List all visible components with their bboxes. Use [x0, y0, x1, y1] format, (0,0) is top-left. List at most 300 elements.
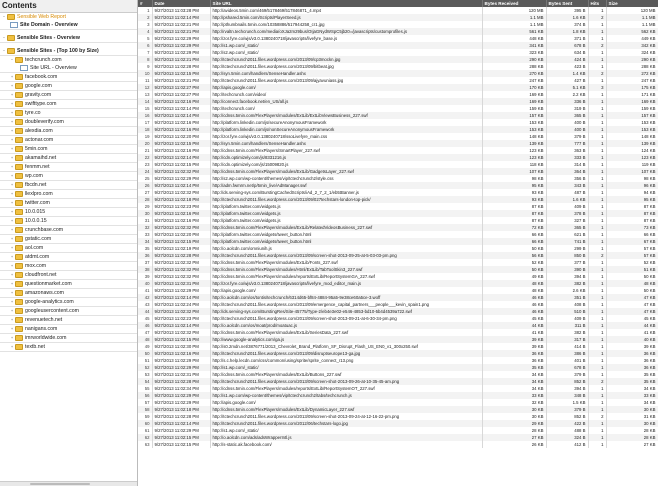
table-row[interactable]: [138, 245, 658, 252]
expand-icon[interactable]: +: [10, 326, 14, 331]
row-site-url: http://cdnss.5min.com/FlexPlayers/SmartPlayer_227.swf: [210, 147, 482, 154]
row-index: 36: [138, 252, 152, 259]
expand-icon[interactable]: +: [10, 281, 14, 286]
row-site-url: http://s1.wp.com/_static/: [210, 364, 482, 371]
row-bytes-received: 29 KB: [482, 420, 546, 427]
table-row[interactable]: [138, 21, 658, 28]
row-bytes-received: 123 KB: [482, 147, 546, 154]
table-row[interactable]: [138, 378, 658, 385]
row-hits: 1: [588, 7, 606, 14]
expand-icon[interactable]: +: [10, 128, 14, 133]
tree-item-overview[interactable]: [0, 21, 137, 30]
table-row[interactable]: [138, 63, 658, 70]
tree-item-site[interactable]: [0, 199, 137, 208]
expand-icon[interactable]: +: [10, 308, 14, 313]
table-row[interactable]: [138, 266, 658, 273]
collapse-icon[interactable]: −: [2, 35, 6, 40]
table-row[interactable]: [138, 308, 658, 315]
expand-icon[interactable]: +: [10, 101, 14, 106]
site-list: [0, 73, 137, 352]
row-bytes-received: 120 MB: [482, 7, 546, 14]
table-row[interactable]: [138, 343, 658, 350]
table-row[interactable]: [138, 147, 658, 154]
row-hits: 1: [588, 147, 606, 154]
row-date: 9/27/2013 11:02:14 PM: [152, 294, 210, 301]
tree-item-site-label: questionmarket.com: [25, 281, 72, 287]
row-date: 9/27/2013 11:02:27 PM: [152, 91, 210, 98]
table-row[interactable]: [138, 133, 658, 140]
table-row[interactable]: [138, 14, 658, 21]
tree-item-site-label: llexlpro.com: [25, 191, 53, 197]
tree-item-site-label: tyre.co: [25, 110, 41, 116]
row-site-url: http://adm.fwmrm.net/p/5min_live/AdManager.swf: [210, 182, 482, 189]
row-size: 449 KB: [606, 35, 658, 42]
row-bytes-sent: 401 B: [546, 357, 588, 364]
table-row[interactable]: [138, 301, 658, 308]
table-row[interactable]: [138, 210, 658, 217]
tree-item-site[interactable]: [0, 271, 137, 280]
table-row[interactable]: [138, 217, 658, 224]
tree-item-site[interactable]: [0, 217, 137, 226]
expand-icon[interactable]: +: [10, 236, 14, 241]
row-hits: 1: [588, 133, 606, 140]
row-hits: 1: [588, 21, 606, 28]
table-row[interactable]: [138, 161, 658, 168]
table-row[interactable]: [138, 336, 658, 343]
table-row[interactable]: [138, 322, 658, 329]
collapse-icon[interactable]: −: [10, 57, 14, 62]
row-site-url: http://s2.wp.com/_static/: [210, 49, 482, 56]
expand-icon[interactable]: +: [10, 209, 14, 214]
expand-icon[interactable]: +: [10, 74, 14, 79]
col-hits-header[interactable]: Hits: [588, 0, 606, 7]
table-row[interactable]: [138, 196, 658, 203]
row-date: 9/27/2013 11:02:31 PM: [152, 280, 210, 287]
row-date: 9/27/2013 11:02:29 PM: [152, 427, 210, 434]
row-hits: 1: [588, 350, 606, 357]
row-bytes-received: 561 KB: [482, 28, 546, 35]
table-row[interactable]: [138, 77, 658, 84]
tree-item-site-expanded-label: techcrunch.com: [25, 57, 62, 63]
site-url-table: [138, 0, 658, 448]
row-bytes-sent: 487 B: [546, 189, 588, 196]
table-row[interactable]: [138, 98, 658, 105]
tree-item-site[interactable]: [0, 181, 137, 190]
table-row[interactable]: [138, 28, 658, 35]
row-bytes-sent: 1.6 KB: [546, 196, 588, 203]
row-bytes-sent: 333 B: [546, 154, 588, 161]
table-row[interactable]: [138, 182, 658, 189]
table-row[interactable]: [138, 168, 658, 175]
tree-item-site[interactable]: [0, 172, 137, 181]
expand-icon[interactable]: +: [10, 254, 14, 259]
row-size: 47 KB: [606, 294, 658, 301]
row-hits: 1: [588, 266, 606, 273]
folder-icon: [15, 290, 23, 296]
row-hits: 1: [588, 231, 606, 238]
collapse-icon[interactable]: −: [2, 48, 6, 53]
tree-item-site[interactable]: [0, 127, 137, 136]
row-index: 13: [138, 91, 152, 98]
row-bytes-received: 1.1 MB: [482, 14, 546, 21]
row-bytes-received: 39 KB: [482, 336, 546, 343]
expand-icon[interactable]: +: [10, 200, 14, 205]
tree-item-site[interactable]: [0, 208, 137, 217]
table-row[interactable]: [138, 126, 658, 133]
table-row[interactable]: [138, 42, 658, 49]
table-row[interactable]: [138, 231, 658, 238]
row-hits: 1: [588, 105, 606, 112]
row-date: 9/27/2013 11:02:14 PM: [152, 420, 210, 427]
expand-icon[interactable]: +: [10, 119, 14, 124]
tree-item-site[interactable]: [0, 154, 137, 163]
row-site-url: http://s1.wp.com/_static/: [210, 427, 482, 434]
tree-item-site-url-overview[interactable]: [0, 64, 137, 73]
expand-icon[interactable]: +: [10, 92, 14, 97]
row-bytes-sent: 351 B: [546, 294, 588, 301]
table-row[interactable]: [138, 119, 658, 126]
table-row[interactable]: [138, 406, 658, 413]
row-bytes-received: 170 KB: [482, 84, 546, 91]
tree-item-site[interactable]: [0, 244, 137, 253]
row-hits: 1: [588, 126, 606, 133]
tree-item-site-label: doubleverify.com: [25, 119, 64, 125]
tree-item-site[interactable]: [0, 163, 137, 172]
row-bytes-sent: 382 B: [546, 329, 588, 336]
row-site-url: http://cdn.optimizely.com/js/8331216.js: [210, 154, 482, 161]
row-size: 87 KB: [606, 217, 658, 224]
expand-icon[interactable]: +: [10, 146, 14, 151]
row-size: 66 KB: [606, 231, 658, 238]
row-bytes-received: 32 KB: [482, 399, 546, 406]
row-size: 139 KB: [606, 140, 658, 147]
row-bytes-sent: 424 B: [546, 56, 588, 63]
tree-item-site[interactable]: [0, 136, 137, 145]
tree-item-site[interactable]: [0, 91, 137, 100]
row-hits: 1: [588, 322, 606, 329]
row-size: 28 KB: [606, 427, 658, 434]
folder-icon: [15, 92, 23, 98]
row-site-url: http://tctechcrunch2011.files.wordpress.com/2013/09/screen-shot-2013-09-24-at-12-16-22-pm.png: [210, 413, 482, 420]
tree-item-site[interactable]: [0, 343, 137, 352]
expand-icon[interactable]: +: [10, 83, 14, 88]
table-row[interactable]: [138, 385, 658, 392]
row-bytes-sent: 852 B: [546, 413, 588, 420]
row-date: 9/27/2013 11:02:21 PM: [152, 56, 210, 63]
tree-item-site[interactable]: [0, 190, 137, 199]
tree-item-site[interactable]: [0, 226, 137, 235]
expand-icon[interactable]: +: [10, 191, 14, 196]
table-row[interactable]: [138, 140, 658, 147]
contents-tree: [0, 13, 137, 352]
folder-icon: [7, 35, 15, 41]
expand-icon[interactable]: +: [10, 164, 14, 169]
row-hits: 1: [588, 273, 606, 280]
row-size: 342 KB: [606, 42, 658, 49]
table-row[interactable]: [138, 252, 658, 259]
table-row[interactable]: [138, 49, 658, 56]
row-hits: 1: [588, 245, 606, 252]
row-index: 22: [138, 154, 152, 161]
row-hits: 1: [588, 140, 606, 147]
row-date: 9/27/2013 11:02:28 PM: [152, 413, 210, 420]
row-hits: 1: [588, 28, 606, 35]
col-site-url-header[interactable]: Site URL: [210, 0, 482, 7]
tree-item-site[interactable]: [0, 289, 137, 298]
folder-icon: [15, 263, 23, 269]
expand-icon[interactable]: +: [10, 173, 14, 178]
row-bytes-received: 30 KB: [482, 406, 546, 413]
row-size: 30 KB: [606, 420, 658, 427]
col-index-header[interactable]: #: [138, 0, 152, 7]
tree-item-site[interactable]: [0, 82, 137, 91]
tree-item-sites-overview[interactable]: [0, 34, 137, 43]
row-hits: 1: [588, 357, 606, 364]
row-hits: 1: [588, 301, 606, 308]
table-row[interactable]: [138, 112, 658, 119]
tree-item-site-label: mox.com: [25, 263, 47, 269]
table-row[interactable]: [138, 315, 658, 322]
table-row[interactable]: [138, 420, 658, 427]
row-site-url: http://ds.serving-sys.com/BurstingRes/Site-45775/Type-2/eb4e3e02-e546-4853-bd10-5b4d4539a722.swf: [210, 308, 482, 315]
row-index: 56: [138, 392, 152, 399]
row-date: 9/27/2013 11:02:21 PM: [152, 77, 210, 84]
table-row[interactable]: [138, 427, 658, 434]
row-bytes-received: 36 KB: [482, 357, 546, 364]
row-bytes-sent: 5.1 KB: [546, 84, 588, 91]
tree-item-site[interactable]: [0, 109, 137, 118]
table-row[interactable]: [138, 189, 658, 196]
expand-icon[interactable]: +: [10, 290, 14, 295]
row-hits: 1: [588, 98, 606, 105]
tree-item-site[interactable]: [0, 316, 137, 325]
expand-icon[interactable]: +: [10, 218, 14, 223]
row-bytes-sent: 379 B: [546, 406, 588, 413]
table-row[interactable]: [138, 259, 658, 266]
row-index: 7: [138, 49, 152, 56]
row-hits: 1: [588, 420, 606, 427]
col-date-header[interactable]: Date: [152, 0, 210, 7]
row-bytes-sent: 364 B: [546, 168, 588, 175]
row-size: 148 KB: [606, 133, 658, 140]
row-site-url: http://ds.serving-sys.com/BurstingCachedScripts/iAd_2_7_2_1/eb5tBanner.js: [210, 189, 482, 196]
row-index: 62: [138, 434, 152, 441]
row-index: 14: [138, 98, 152, 105]
table-row[interactable]: [138, 399, 658, 406]
table-row[interactable]: [138, 357, 658, 364]
table-row[interactable]: [138, 392, 658, 399]
tree-item-site-label: swifttype.com: [25, 101, 57, 107]
row-site-url: http://pshared.5min.com/Scripts/PlayerSeed.js: [210, 14, 482, 21]
row-size: 107 KB: [606, 168, 658, 175]
tree-item-site[interactable]: [0, 235, 137, 244]
row-bytes-sent: 314 B: [546, 161, 588, 168]
row-site-url: http://cdnss.5min.com/FlexPlayers/modules/Html/ExtLib/TabToolSkin3_227.swf: [210, 266, 482, 273]
tree-item-site[interactable]: [0, 262, 137, 271]
row-bytes-received: 26 KB: [482, 441, 546, 448]
row-index: 25: [138, 175, 152, 182]
col-bytes-received-header[interactable]: Bytes Received: [482, 0, 546, 7]
row-site-url: http://tctechcrunch2011.files.wordpress.com/2012/06/techstars-logo.jpg: [210, 420, 482, 427]
row-size: 35 KB: [606, 378, 658, 385]
expand-icon[interactable]: +: [10, 317, 14, 322]
row-site-url: http://avideos.5min.com/469/5178469/517846871_4.mp4: [210, 7, 482, 14]
row-hits: 1: [588, 154, 606, 161]
table-row[interactable]: [138, 434, 658, 441]
expand-icon[interactable]: +: [10, 344, 14, 349]
tree-item-site-expanded[interactable]: [0, 56, 137, 64]
row-site-url: http://apis.google.com/: [210, 84, 482, 91]
row-size: 33 KB: [606, 392, 658, 399]
table-row[interactable]: [138, 350, 658, 357]
table-row[interactable]: [138, 413, 658, 420]
tree-item-site[interactable]: [0, 100, 137, 109]
tree-item-site[interactable]: [0, 253, 137, 262]
table-row[interactable]: [138, 280, 658, 287]
table-row[interactable]: [138, 364, 658, 371]
row-size: 562 KB: [606, 28, 658, 35]
table-row[interactable]: [138, 70, 658, 77]
table-row[interactable]: [138, 294, 658, 301]
tree-item-site[interactable]: [0, 307, 137, 316]
row-bytes-sent: 327 B: [546, 217, 588, 224]
tree-item-site-label: akamaihd.net: [25, 155, 57, 161]
horizontal-scrollbar[interactable]: [0, 481, 137, 486]
row-site-url: http://zor.fyre.co/wjs/v3.0.1380240718/javascripts/livefyre_base.js: [210, 35, 482, 42]
expand-icon[interactable]: +: [10, 155, 14, 160]
tree-item-site[interactable]: [0, 334, 137, 343]
table-row[interactable]: [138, 105, 658, 112]
tree-item-top-sites[interactable]: [0, 47, 137, 56]
expand-icon[interactable]: +: [10, 137, 14, 142]
row-site-url: http://cdnss.5min.com/FlexPlayers/modules/ExtLib/SeriesData_227.swf: [210, 329, 482, 336]
row-hits: 3: [588, 84, 606, 91]
row-date: 9/27/2013 11:02:34 PM: [152, 385, 210, 392]
tree-item-site-label: 10.0.0.15: [25, 218, 47, 224]
row-size: 57 KB: [606, 245, 658, 252]
page-icon: [10, 22, 18, 28]
row-site-url: http://tctechcrunch2011.files.wordpress.com/2013/09/027techstars-london-top-pick/: [210, 196, 482, 203]
row-bytes-sent: 409 B: [546, 203, 588, 210]
row-size: 175 KB: [606, 84, 658, 91]
row-bytes-sent: 324 B: [546, 434, 588, 441]
tree-item-site[interactable]: [0, 298, 137, 307]
tree-item-site-url-overview-label: Site URL - Overview: [30, 65, 77, 71]
table-row[interactable]: [138, 91, 658, 98]
table-row[interactable]: [138, 154, 658, 161]
table-row[interactable]: [138, 84, 658, 91]
row-hits: 1: [588, 196, 606, 203]
row-bytes-received: 30 KB: [482, 413, 546, 420]
table-row[interactable]: [138, 35, 658, 42]
expand-icon[interactable]: +: [10, 335, 14, 340]
row-index: 40: [138, 280, 152, 287]
row-index: 45: [138, 315, 152, 322]
table-row[interactable]: [138, 175, 658, 182]
row-size: 73 KB: [606, 224, 658, 231]
row-bytes-received: 93 KB: [482, 196, 546, 203]
expand-icon[interactable]: +: [10, 245, 14, 250]
row-bytes-received: 52 KB: [482, 259, 546, 266]
row-size: 159 KB: [606, 105, 658, 112]
contents-title: Contents: [0, 0, 137, 13]
table-row[interactable]: [138, 371, 658, 378]
tree-item-site[interactable]: [0, 325, 137, 334]
row-hits: 2: [588, 70, 606, 77]
tree-item-site-label: nanigans.com: [25, 326, 58, 332]
tree-item-report[interactable]: [0, 13, 137, 21]
row-size: 44 KB: [606, 322, 658, 329]
row-size: 50 KB: [606, 273, 658, 280]
collapse-icon[interactable]: −: [2, 14, 6, 19]
row-hits: 1: [588, 343, 606, 350]
row-index: 29: [138, 203, 152, 210]
row-hits: 1: [588, 441, 606, 448]
expand-icon[interactable]: +: [10, 272, 14, 277]
expand-icon[interactable]: +: [10, 227, 14, 232]
row-index: 59: [138, 413, 152, 420]
row-date: 9/27/2013 11:02:29 PM: [152, 35, 210, 42]
row-index: 38: [138, 266, 152, 273]
row-site-url: http://cdnss.5min.com/FlexPlayers/modules/ExtLib/RelatedVideosBusiness_227.swf: [210, 224, 482, 231]
tree-item-site-label: gstatic.com: [25, 236, 52, 242]
row-site-url: http://cdnss.5min.com/FlexPlayers/modules/ExtLib/DynamicLayer_227.swf: [210, 406, 482, 413]
expand-icon[interactable]: +: [10, 110, 14, 115]
tree-item-site[interactable]: [0, 145, 137, 154]
col-bytes-sent-header[interactable]: Bytes Sent: [546, 0, 588, 7]
folder-icon: [15, 119, 23, 125]
folder-icon: [15, 182, 23, 188]
row-size: 36 KB: [606, 364, 658, 371]
table-row[interactable]: [138, 7, 658, 14]
row-bytes-sent: 377 B: [546, 259, 588, 266]
row-site-url: http://zor.fyre.co/wjs/v3.0.1380240718/ssoLivefyre_main.css: [210, 133, 482, 140]
scrollbar-thumb[interactable]: [30, 483, 90, 485]
table-row[interactable]: [138, 224, 658, 231]
table-row[interactable]: [138, 441, 658, 448]
col-size-header[interactable]: Size: [606, 0, 658, 7]
row-size: 119 KB: [606, 161, 658, 168]
row-bytes-received: 169 KB: [482, 91, 546, 98]
expand-icon[interactable]: +: [10, 263, 14, 268]
folder-icon: [15, 74, 23, 80]
tree-item-site[interactable]: [0, 73, 137, 82]
expand-icon[interactable]: +: [10, 182, 14, 187]
table-row[interactable]: [138, 287, 658, 294]
row-bytes-received: 95 KB: [482, 182, 546, 189]
row-site-url: http://s.c.help.lecdn.com/css/common/using/sprite/sprite_connect_r13.png: [210, 357, 482, 364]
expand-icon[interactable]: +: [10, 299, 14, 304]
row-bytes-sent: 678 B: [546, 42, 588, 49]
table-row[interactable]: [138, 203, 658, 210]
row-date: 9/27/2013 11:02:15 PM: [152, 441, 210, 448]
table-row[interactable]: [138, 329, 658, 336]
tree-item-site[interactable]: [0, 280, 137, 289]
table-row[interactable]: [138, 238, 658, 245]
table-row[interactable]: [138, 56, 658, 63]
row-size: 51 KB: [606, 266, 658, 273]
row-index: 42: [138, 294, 152, 301]
folder-icon: [15, 272, 23, 278]
row-date: 9/27/2013 11:02:32 PM: [152, 273, 210, 280]
tree-item-site[interactable]: [0, 118, 137, 127]
row-size: 87 KB: [606, 210, 658, 217]
row-index: 5: [138, 35, 152, 42]
table-row[interactable]: [138, 273, 658, 280]
row-hits: 1: [588, 406, 606, 413]
row-bytes-received: 27 KB: [482, 434, 546, 441]
row-site-url: http://s-static.ak.facebook.com/: [210, 441, 482, 448]
